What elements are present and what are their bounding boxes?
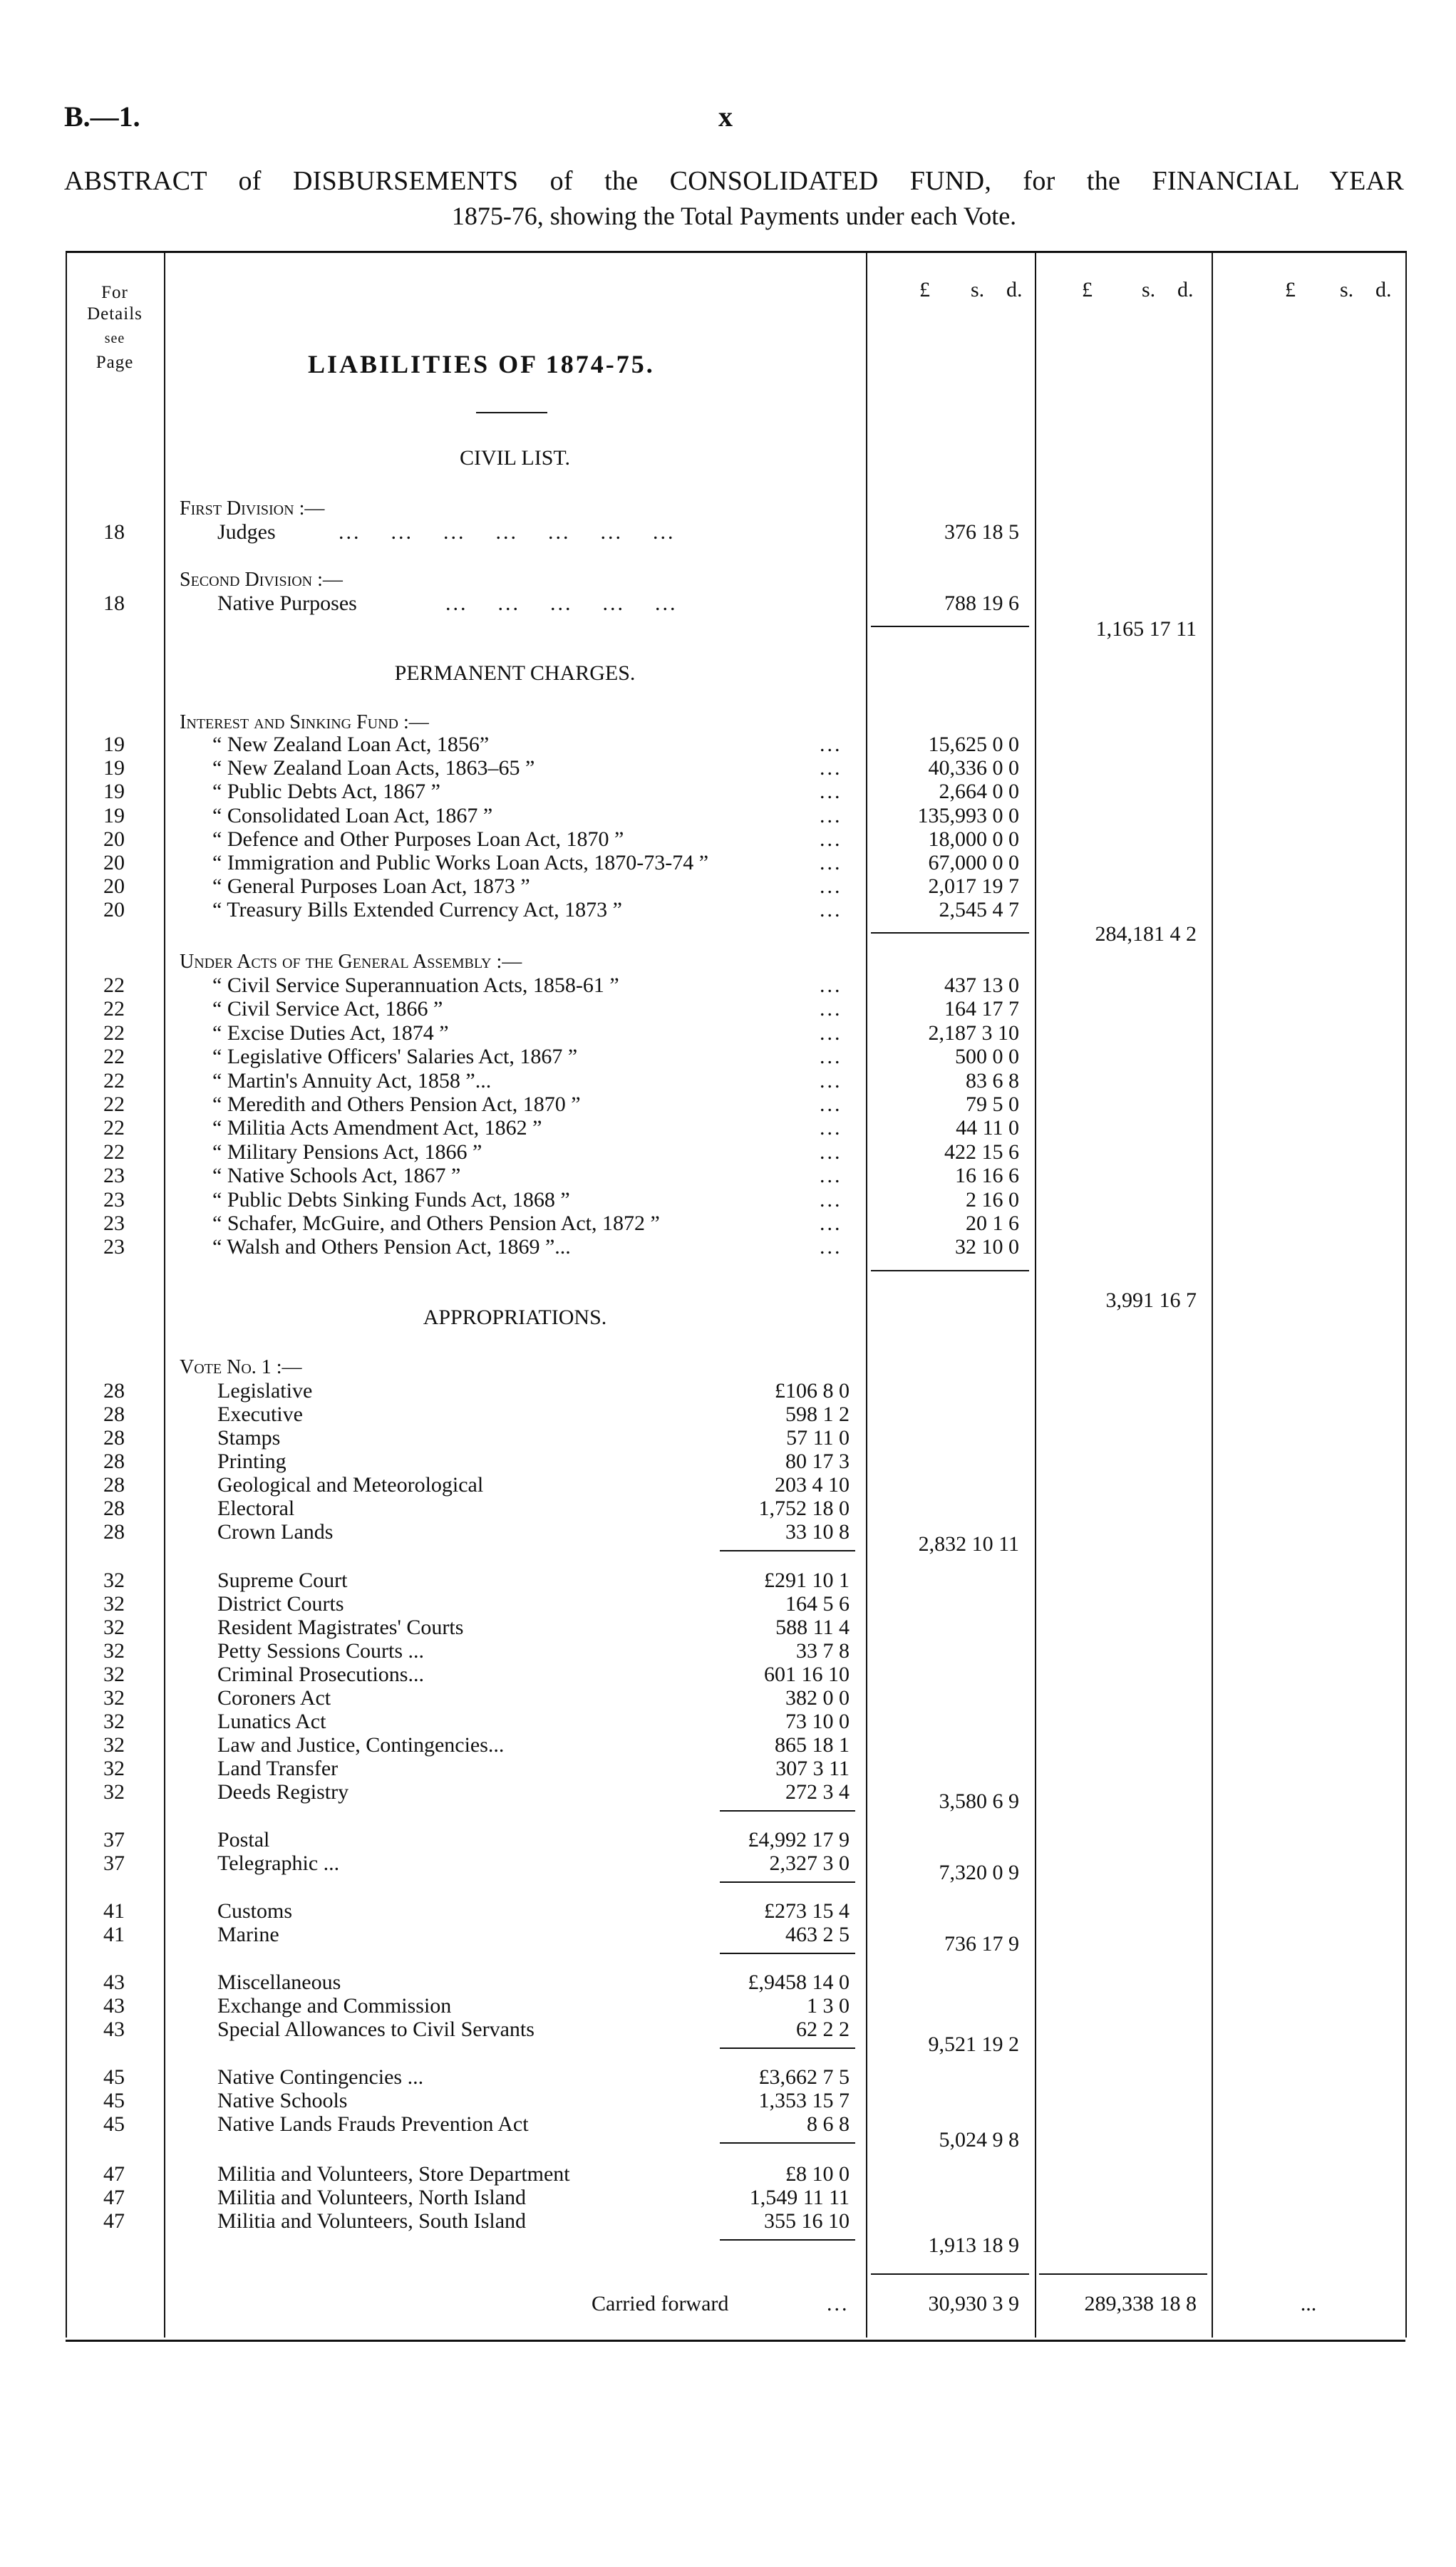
- act-item-label: “ Martin's Annuity Act, 1858 ”...: [212, 1069, 492, 1093]
- vote-item-label: Deeds Registry: [217, 1780, 349, 1804]
- vote-item-amount: 73 10 0: [785, 1710, 850, 1733]
- vote-group-total: 1,913 18 9: [928, 2233, 1019, 2257]
- permanent-charges-heading: PERMANENT CHARGES.: [394, 661, 636, 685]
- vote-item-page-ref: 43: [103, 2018, 125, 2041]
- interest-page-ref: 19: [103, 733, 125, 756]
- act-item-leader: ...: [820, 1212, 842, 1235]
- section-rule: [476, 412, 547, 413]
- vote-group-total: 9,521 19 2: [928, 2033, 1019, 2056]
- interest-page-ref: 19: [103, 756, 125, 780]
- act-page-ref: 22: [103, 973, 125, 997]
- vote-no-1-heading: Vote No. 1 :—: [180, 1356, 302, 1378]
- vote-group-rule: [720, 1810, 855, 1812]
- document-title-line2: 1875-76, showing the Total Payments under each Vote.: [451, 202, 1017, 230]
- act-page-ref: 23: [103, 1212, 125, 1235]
- interest-item-leader: ...: [820, 851, 842, 874]
- vote-item-page-ref: 28: [103, 1473, 125, 1497]
- vote-item-page-ref: 41: [103, 1923, 125, 1946]
- vote-item-amount: 272 3 4: [785, 1780, 850, 1804]
- vote-item-label: Stamps: [217, 1426, 281, 1450]
- vote-item-label: Customs: [217, 1899, 293, 1923]
- vote-item-label: Land Transfer: [217, 1757, 339, 1780]
- act-item-label: “ Civil Service Superannuation Acts, 1858-61 ”: [212, 973, 619, 997]
- col2-final-rule: [871, 2273, 1029, 2275]
- act-item-amount: 20 1 6: [966, 1212, 1019, 1235]
- vote-group-rule: [720, 1953, 855, 1954]
- vote-item-label: Native Lands Frauds Prevention Act: [217, 2112, 529, 2136]
- vote-item-label: Exchange and Commission: [217, 1994, 452, 2018]
- act-item-amount: 437 13 0: [944, 973, 1019, 997]
- col2-pound: £: [919, 278, 930, 301]
- act-item-leader: ...: [820, 1021, 842, 1045]
- vote-item-page-ref: 28: [103, 1403, 125, 1426]
- col-head-details-3: see: [104, 331, 125, 346]
- act-page-ref: 23: [103, 1235, 125, 1259]
- act-item-leader: ...: [820, 973, 842, 997]
- interest-item-leader: ...: [820, 733, 842, 756]
- vote-item-page-ref: 37: [103, 1851, 125, 1875]
- vote-item-page-ref: 32: [103, 1592, 125, 1616]
- interest-item-leader: ...: [820, 898, 842, 921]
- act-item-leader: ...: [820, 1140, 842, 1164]
- col3-shilling: s.: [1142, 278, 1156, 301]
- act-item-leader: ...: [820, 1188, 842, 1212]
- vote-item-label: Resident Magistrates' Courts: [217, 1616, 464, 1639]
- vote-item-page-ref: 47: [103, 2209, 125, 2233]
- vote-item-label: Geological and Meteorological: [217, 1473, 484, 1497]
- interest-item-amount: 2,545 4 7: [939, 898, 1019, 921]
- col4-pence: d.: [1375, 278, 1392, 301]
- vote-item-amount: 307 3 11: [775, 1757, 850, 1780]
- vote-item-page-ref: 32: [103, 1616, 125, 1639]
- vote-item-page-ref: 45: [103, 2065, 125, 2089]
- interest-item-leader: ...: [820, 804, 842, 827]
- act-item-leader: ...: [820, 1235, 842, 1259]
- vote-item-page-ref: 43: [103, 1971, 125, 1994]
- page-ref: B.—1.: [64, 100, 140, 133]
- interest-item-amount: 67,000 0 0: [928, 851, 1019, 874]
- vote-group-rule: [720, 2239, 855, 2241]
- act-item-leader: ...: [820, 1069, 842, 1093]
- vote-group-rule: [720, 2047, 855, 2049]
- carried-forward-leader: ...: [827, 2292, 850, 2315]
- page-ref-judges: 18: [103, 520, 125, 544]
- act-page-ref: 23: [103, 1164, 125, 1187]
- column-divider-amount1: [866, 251, 867, 2338]
- page-ref-native-purposes: 18: [103, 592, 125, 615]
- carried-forward-col3: 289,338 18 8: [1084, 2292, 1197, 2315]
- act-item-amount: 83 6 8: [966, 1069, 1019, 1093]
- column-divider-amount2: [1035, 251, 1036, 2338]
- interest-item-label: “ General Purposes Loan Act, 1873 ”: [212, 874, 530, 898]
- vote-item-amount: 57 11 0: [786, 1426, 850, 1450]
- vote-item-amount: 865 18 1: [775, 1733, 850, 1757]
- vote-item-amount: 62 2 2: [796, 2018, 850, 2041]
- second-division-heading: Second Division :—: [180, 569, 343, 591]
- acts-subtotal-rule: [871, 1270, 1029, 1271]
- vote-item-page-ref: 32: [103, 1639, 125, 1663]
- vote-item-amount: £4,992 17 9: [748, 1828, 850, 1851]
- interest-subtotal-rule: [871, 932, 1029, 934]
- vote-group-rule: [720, 1550, 855, 1551]
- vote-item-amount: 80 17 3: [785, 1450, 850, 1473]
- vote-item-amount: 598 1 2: [785, 1403, 850, 1426]
- vote-item-label: Native Contingencies ...: [217, 2065, 424, 2089]
- vote-item-label: Postal: [217, 1828, 270, 1851]
- act-item-amount: 2,187 3 10: [928, 1021, 1019, 1045]
- interest-item-label: “ New Zealand Loan Act, 1856”: [212, 733, 490, 756]
- interest-item-label: “ Treasury Bills Extended Currency Act, 1873 ”: [212, 898, 622, 921]
- act-item-label: “ Legislative Officers' Salaries Act, 1867 ”: [212, 1045, 578, 1068]
- carried-forward-label: Carried forward: [592, 2292, 729, 2315]
- act-item-amount: 164 17 7: [944, 997, 1019, 1021]
- col-head-details-2: Details: [87, 304, 143, 324]
- vote-item-amount: 588 11 4: [775, 1616, 850, 1639]
- vote-item-amount: 2,327 3 0: [769, 1851, 850, 1875]
- vote-item-label: Militia and Volunteers, South Island: [217, 2209, 527, 2233]
- act-item-label: “ Militia Acts Amendment Act, 1862 ”: [212, 1116, 542, 1140]
- vote-item-amount: £,9458 14 0: [748, 1971, 850, 1994]
- first-division-heading: First Division :—: [180, 497, 325, 520]
- vote-group-total: 736 17 9: [944, 1932, 1019, 1956]
- act-page-ref: 23: [103, 1188, 125, 1212]
- vote-item-page-ref: 32: [103, 1686, 125, 1710]
- vote-item-amount: 463 2 5: [785, 1923, 850, 1946]
- vote-item-label: Special Allowances to Civil Servants: [217, 2018, 535, 2041]
- vote-item-page-ref: 45: [103, 2089, 125, 2112]
- interest-item-label: “ New Zealand Loan Acts, 1863–65 ”: [212, 756, 535, 780]
- carried-forward-col2: 30,930 3 9: [928, 2292, 1019, 2315]
- column-divider-details: [164, 251, 165, 2338]
- act-page-ref: 22: [103, 1069, 125, 1093]
- vote-item-label: Criminal Prosecutions...: [217, 1663, 424, 1686]
- act-item-leader: ...: [820, 1045, 842, 1068]
- vote-item-label: Militia and Volunteers, North Island: [217, 2186, 527, 2209]
- act-page-ref: 22: [103, 1116, 125, 1140]
- col-head-details-4: Page: [95, 353, 134, 372]
- vote-item-label: District Courts: [217, 1592, 344, 1616]
- vote-item-page-ref: 45: [103, 2112, 125, 2136]
- interest-item-leader: ...: [820, 827, 842, 851]
- document-title-line1: ABSTRACT of DISBURSEMENTS of the CONSOLIDATED FUND, for the FINANCIAL YEAR: [64, 166, 1404, 196]
- act-item-label: “ Meredith and Others Pension Act, 1870 ”: [212, 1093, 581, 1116]
- civil-list-heading: CIVIL LIST.: [460, 446, 570, 470]
- column-divider-amount3: [1212, 251, 1213, 2338]
- vote-item-amount: 382 0 0: [785, 1686, 850, 1710]
- vote-item-amount: £8 10 0: [785, 2162, 850, 2186]
- interest-item-amount: 40,336 0 0: [928, 756, 1019, 780]
- judges-amount: 376 18 5: [944, 520, 1019, 544]
- col3-pound: £: [1082, 278, 1093, 301]
- vote-item-page-ref: 28: [103, 1497, 125, 1520]
- act-item-amount: 500 0 0: [955, 1045, 1019, 1068]
- vote-item-page-ref: 43: [103, 1994, 125, 2018]
- act-item-amount: 2 16 0: [966, 1188, 1019, 1212]
- act-item-leader: ...: [820, 1116, 842, 1140]
- vote-item-label: Petty Sessions Courts ...: [217, 1639, 425, 1663]
- col3-pence: d.: [1177, 278, 1194, 301]
- vote-item-amount: 1,353 15 7: [758, 2089, 850, 2112]
- interest-page-ref: 20: [103, 851, 125, 874]
- vote-item-label: Marine: [217, 1923, 279, 1946]
- vote-item-label: Militia and Volunteers, Store Department: [217, 2162, 570, 2186]
- vote-item-amount: £273 15 4: [764, 1899, 850, 1923]
- vote-group-total: 5,024 9 8: [939, 2128, 1019, 2152]
- section-title: LIABILITIES OF 1874-75.: [308, 350, 655, 378]
- interest-item-amount: 18,000 0 0: [928, 827, 1019, 851]
- col2-pence: d.: [1006, 278, 1023, 301]
- judges-label: Judges: [217, 520, 276, 544]
- vote-item-label: Telegraphic ...: [217, 1851, 340, 1875]
- vote-item-label: Executive: [217, 1403, 303, 1426]
- vote-item-page-ref: 32: [103, 1757, 125, 1780]
- interest-item-leader: ...: [820, 780, 842, 803]
- act-page-ref: 22: [103, 1021, 125, 1045]
- interest-item-label: “ Public Debts Act, 1867 ”: [212, 780, 440, 803]
- civil-list-total: 1,165 17 11: [1095, 617, 1197, 641]
- vote-item-amount: £291 10 1: [764, 1569, 850, 1592]
- act-item-label: “ Public Debts Sinking Funds Act, 1868 ”: [212, 1188, 570, 1212]
- vote-item-page-ref: 47: [103, 2162, 125, 2186]
- interest-item-amount: 2,664 0 0: [939, 780, 1019, 803]
- vote-item-label: Supreme Court: [217, 1569, 348, 1592]
- vote-item-label: Electoral: [217, 1497, 295, 1520]
- act-item-label: “ Walsh and Others Pension Act, 1869 ”...: [212, 1235, 571, 1259]
- act-item-amount: 44 11 0: [956, 1116, 1019, 1140]
- interest-total: 284,181 4 2: [1095, 922, 1197, 946]
- act-item-label: “ Civil Service Act, 1866 ”: [212, 997, 443, 1021]
- act-item-label: “ Native Schools Act, 1867 ”: [212, 1164, 461, 1187]
- vote-item-amount: 8 6 8: [807, 2112, 850, 2136]
- vote-item-label: Lunatics Act: [217, 1710, 326, 1733]
- interest-page-ref: 20: [103, 898, 125, 921]
- col4-pound: £: [1285, 278, 1296, 301]
- vote-item-page-ref: 41: [103, 1899, 125, 1923]
- act-item-label: “ Excise Duties Act, 1874 ”: [212, 1021, 449, 1045]
- vote-item-page-ref: 28: [103, 1426, 125, 1450]
- vote-item-page-ref: 37: [103, 1828, 125, 1851]
- interest-item-leader: ...: [820, 874, 842, 898]
- vote-item-amount: 164 5 6: [785, 1592, 850, 1616]
- civil-list-subtotal-rule: [871, 626, 1029, 627]
- interest-page-ref: 20: [103, 874, 125, 898]
- vote-item-page-ref: 32: [103, 1780, 125, 1804]
- vote-item-page-ref: 32: [103, 1710, 125, 1733]
- vote-item-page-ref: 32: [103, 1569, 125, 1592]
- vote-item-page-ref: 28: [103, 1379, 125, 1403]
- general-assembly-heading: Under Acts of the General Assembly :—: [180, 951, 522, 973]
- vote-item-label: Law and Justice, Contingencies...: [217, 1733, 505, 1757]
- interest-sinking-heading: Interest and Sinking Fund :—: [180, 711, 429, 733]
- acts-total: 3,991 16 7: [1105, 1288, 1197, 1312]
- vote-item-amount: £106 8 0: [775, 1379, 850, 1403]
- interest-item-amount: 15,625 0 0: [928, 733, 1019, 756]
- vote-item-amount: £3,662 7 5: [758, 2065, 850, 2089]
- appropriations-heading: APPROPRIATIONS.: [423, 1306, 607, 1329]
- vote-group-total: 2,832 10 11: [918, 1532, 1019, 1556]
- col4-shilling: s.: [1340, 278, 1354, 301]
- vote-group-rule: [720, 1881, 855, 1883]
- native-purposes-label: Native Purposes: [217, 592, 357, 615]
- vote-item-page-ref: 32: [103, 1733, 125, 1757]
- col2-shilling: s.: [971, 278, 985, 301]
- vote-item-label: Legislative: [217, 1379, 313, 1403]
- act-item-leader: ...: [820, 997, 842, 1021]
- act-item-label: “ Military Pensions Act, 1866 ”: [212, 1140, 482, 1164]
- table-border-right: [1405, 251, 1407, 2338]
- col-head-details-1: For: [101, 283, 128, 302]
- vote-item-amount: 1,549 11 11: [749, 2186, 850, 2209]
- vote-item-label: Native Schools: [217, 2089, 348, 2112]
- vote-item-label: Miscellaneous: [217, 1971, 341, 1994]
- col3-final-rule: [1039, 2273, 1207, 2275]
- vote-item-page-ref: 47: [103, 2186, 125, 2209]
- act-page-ref: 22: [103, 1093, 125, 1116]
- vote-item-amount: 203 4 10: [775, 1473, 850, 1497]
- interest-item-label: “ Defence and Other Purposes Loan Act, 1870 ”: [212, 827, 624, 851]
- interest-item-amount: 2,017 19 7: [928, 874, 1019, 898]
- carried-forward-col4: ...: [1300, 2292, 1317, 2315]
- vote-item-label: Printing: [217, 1450, 286, 1473]
- vote-item-amount: 1 3 0: [807, 1994, 850, 2018]
- native-purposes-amount: 788 19 6: [944, 592, 1019, 615]
- interest-page-ref: 19: [103, 804, 125, 827]
- act-item-amount: 79 5 0: [966, 1093, 1019, 1116]
- vote-item-page-ref: 32: [103, 1663, 125, 1686]
- interest-page-ref: 20: [103, 827, 125, 851]
- page-number: x: [718, 100, 733, 133]
- act-item-amount: 16 16 6: [955, 1164, 1019, 1187]
- vote-item-amount: 601 16 10: [764, 1663, 850, 1686]
- act-page-ref: 22: [103, 1140, 125, 1164]
- vote-item-label: Coroners Act: [217, 1686, 331, 1710]
- act-item-leader: ...: [820, 1093, 842, 1116]
- act-item-label: “ Schafer, McGuire, and Others Pension Act, 1872 ”: [212, 1212, 660, 1235]
- interest-item-leader: ...: [820, 756, 842, 780]
- vote-group-total: 3,580 6 9: [939, 1789, 1019, 1813]
- act-item-amount: 422 15 6: [944, 1140, 1019, 1164]
- native-purposes-leader: ... ... ... ... ...: [445, 592, 678, 615]
- interest-item-amount: 135,993 0 0: [917, 804, 1019, 827]
- interest-page-ref: 19: [103, 780, 125, 803]
- interest-item-label: “ Immigration and Public Works Loan Acts, 1870-73-74 ”: [212, 851, 709, 874]
- vote-group-total: 7,320 0 9: [939, 1861, 1019, 1884]
- act-page-ref: 22: [103, 997, 125, 1021]
- act-page-ref: 22: [103, 1045, 125, 1068]
- judges-leader: ... ... ... ... ... ... ...: [339, 520, 676, 544]
- vote-group-rule: [720, 2142, 855, 2144]
- vote-item-page-ref: 28: [103, 1520, 125, 1544]
- vote-item-amount: 355 16 10: [764, 2209, 850, 2233]
- interest-item-label: “ Consolidated Loan Act, 1867 ”: [212, 804, 493, 827]
- act-item-amount: 32 10 0: [955, 1235, 1019, 1259]
- vote-item-label: Crown Lands: [217, 1520, 334, 1544]
- vote-item-amount: 1,752 18 0: [758, 1497, 850, 1520]
- act-item-leader: ...: [820, 1164, 842, 1187]
- vote-item-page-ref: 28: [103, 1450, 125, 1473]
- vote-item-amount: 33 7 8: [796, 1639, 850, 1663]
- vote-item-amount: 33 10 8: [785, 1520, 850, 1544]
